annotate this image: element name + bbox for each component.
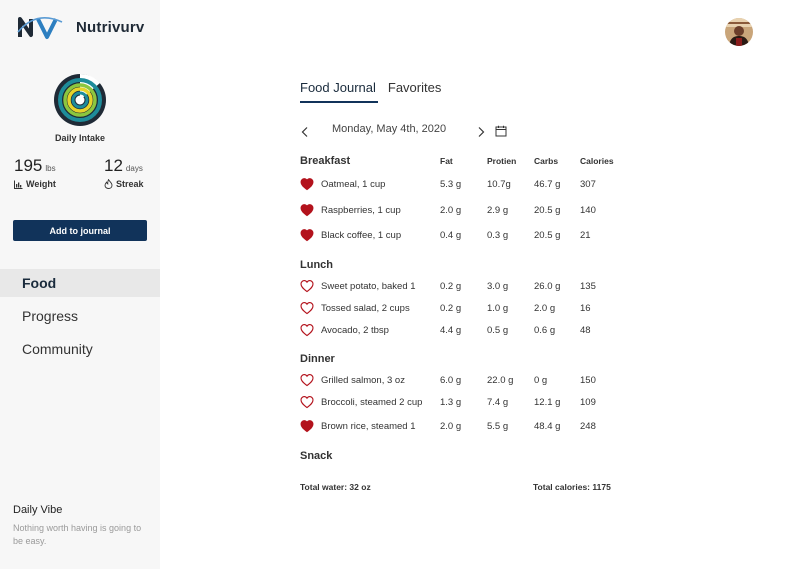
food-calories: 109 bbox=[580, 397, 596, 408]
column-header-carbs: Carbs bbox=[534, 156, 559, 166]
daily-intake-widget[interactable] bbox=[0, 72, 160, 143]
weight-unit: lbs bbox=[45, 164, 56, 173]
journal-tabs bbox=[300, 80, 451, 103]
logo[interactable] bbox=[16, 14, 144, 40]
weight-stat bbox=[14, 156, 56, 189]
heart-filled-icon bbox=[300, 228, 314, 242]
food-name: Oatmeal, 1 cup bbox=[321, 179, 386, 190]
food-fat: 4.4 g bbox=[440, 325, 462, 336]
heart-outline-icon bbox=[300, 279, 314, 293]
food-carbs: 12.1 g bbox=[534, 397, 561, 408]
heart-outline-icon bbox=[300, 395, 314, 409]
user-avatar-icon bbox=[725, 18, 753, 46]
chevron-left-icon bbox=[300, 126, 310, 138]
streak-value: 12 bbox=[104, 156, 123, 175]
food-name: Avocado, 2 tbsp bbox=[321, 325, 389, 336]
weight-value: 195 bbox=[14, 156, 43, 175]
food-carbs: 0.6 g bbox=[534, 325, 556, 336]
favorite-toggle[interactable] bbox=[300, 373, 314, 390]
previous-day-button[interactable] bbox=[300, 125, 310, 143]
favorite-toggle[interactable] bbox=[300, 279, 314, 296]
food-carbs: 46.7 g bbox=[534, 179, 561, 190]
streak-unit: days bbox=[125, 164, 143, 173]
food-row[interactable] bbox=[300, 177, 640, 193]
food-calories: 135 bbox=[580, 281, 596, 292]
avatar[interactable] bbox=[725, 18, 753, 46]
food-protein: 2.9 g bbox=[487, 205, 509, 216]
favorite-toggle[interactable] bbox=[300, 228, 314, 245]
food-row[interactable] bbox=[300, 203, 640, 219]
food-fat: 0.4 g bbox=[440, 230, 462, 241]
meal-title-breakfast: Breakfast bbox=[300, 155, 351, 167]
meal-title-lunch: Lunch bbox=[300, 259, 333, 271]
calendar-button[interactable] bbox=[495, 124, 507, 142]
streak-label: Streak bbox=[116, 179, 144, 189]
food-name: Black coffee, 1 cup bbox=[321, 230, 402, 241]
nutrivurv-logo-icon bbox=[16, 14, 70, 40]
flame-icon bbox=[104, 179, 113, 189]
food-row[interactable] bbox=[300, 301, 640, 317]
food-calories: 21 bbox=[580, 230, 591, 241]
heart-outline-icon bbox=[300, 373, 314, 387]
food-fat: 0.2 g bbox=[440, 281, 462, 292]
app-name: Nutrivurv bbox=[76, 18, 145, 36]
tab-favorites[interactable]: Favorites bbox=[387, 80, 442, 95]
add-to-journal-button[interactable]: Add to journal bbox=[13, 220, 147, 241]
food-row[interactable] bbox=[300, 279, 640, 295]
calendar-icon bbox=[495, 125, 507, 137]
food-calories: 150 bbox=[580, 375, 596, 386]
favorite-toggle[interactable] bbox=[300, 177, 314, 194]
sidebar-item-progress[interactable]: Progress bbox=[22, 308, 79, 324]
heart-outline-icon bbox=[300, 301, 314, 315]
food-fat: 2.0 g bbox=[440, 421, 462, 432]
food-row[interactable] bbox=[300, 323, 640, 339]
food-row[interactable] bbox=[300, 395, 640, 411]
food-carbs: 20.5 g bbox=[534, 230, 561, 241]
column-header-fat: Fat bbox=[440, 156, 453, 166]
heart-outline-icon bbox=[300, 323, 314, 337]
food-name: Raspberries, 1 cup bbox=[321, 205, 401, 216]
sidebar-nav bbox=[0, 269, 160, 368]
heart-filled-icon bbox=[300, 203, 314, 217]
food-name: Broccoli, steamed 2 cup bbox=[321, 397, 423, 408]
food-name: Tossed salad, 2 cups bbox=[321, 303, 410, 314]
food-calories: 307 bbox=[580, 179, 596, 190]
tab-food-journal[interactable]: Food Journal bbox=[300, 80, 378, 103]
streak-stat bbox=[104, 156, 144, 189]
food-fat: 1.3 g bbox=[440, 397, 462, 408]
food-protein: 22.0 g bbox=[487, 375, 514, 386]
favorite-toggle[interactable] bbox=[300, 419, 314, 436]
food-protein: 5.5 g bbox=[487, 421, 509, 432]
food-protein: 10.7g bbox=[487, 179, 511, 190]
food-calories: 248 bbox=[580, 421, 596, 432]
daily-vibe-text: Nothing worth having is going to be easy. bbox=[13, 523, 142, 546]
daily-intake-ring-icon bbox=[52, 72, 108, 128]
bar-chart-icon bbox=[14, 180, 23, 189]
favorite-toggle[interactable] bbox=[300, 301, 314, 318]
heart-filled-icon bbox=[300, 419, 314, 433]
next-day-button[interactable] bbox=[476, 125, 486, 143]
heart-filled-icon bbox=[300, 177, 314, 191]
sidebar-item-community[interactable]: Community bbox=[22, 341, 93, 357]
food-carbs: 48.4 g bbox=[534, 421, 561, 432]
food-row[interactable] bbox=[300, 373, 640, 389]
column-header-protein: Protien bbox=[487, 156, 517, 166]
meal-title-dinner: Dinner bbox=[300, 353, 335, 365]
food-protein: 0.5 g bbox=[487, 325, 509, 336]
food-protein: 1.0 g bbox=[487, 303, 509, 314]
food-carbs: 20.5 g bbox=[534, 205, 561, 216]
food-name: Brown rice, steamed 1 bbox=[321, 421, 416, 432]
food-fat: 0.2 g bbox=[440, 303, 462, 314]
date-selector bbox=[300, 123, 530, 139]
food-fat: 5.3 g bbox=[440, 179, 462, 190]
food-row[interactable] bbox=[300, 228, 640, 244]
favorite-toggle[interactable] bbox=[300, 203, 314, 220]
food-fat: 6.0 g bbox=[440, 375, 462, 386]
current-date: Monday, May 4th, 2020 bbox=[332, 123, 447, 135]
column-header-calories: Calories bbox=[580, 156, 614, 166]
food-name: Sweet potato, baked 1 bbox=[321, 281, 416, 292]
daily-vibe-title: Daily Vibe bbox=[13, 504, 63, 516]
food-protein: 7.4 g bbox=[487, 397, 509, 408]
food-fat: 2.0 g bbox=[440, 205, 462, 216]
chevron-right-icon bbox=[476, 126, 486, 138]
meal-title-snack: Snack bbox=[300, 450, 333, 462]
total-calories: Total calories: 1175 bbox=[533, 482, 611, 492]
food-carbs: 0 g bbox=[534, 375, 548, 386]
food-protein: 3.0 g bbox=[487, 281, 509, 292]
favorite-toggle[interactable] bbox=[300, 323, 314, 340]
food-calories: 48 bbox=[580, 325, 591, 336]
weight-label: Weight bbox=[26, 179, 56, 189]
favorite-toggle[interactable] bbox=[300, 395, 314, 412]
daily-vibe bbox=[13, 504, 153, 548]
sidebar-item-food[interactable]: Food bbox=[0, 269, 160, 297]
food-protein: 0.3 g bbox=[487, 230, 509, 241]
food-row[interactable] bbox=[300, 419, 640, 435]
daily-intake-label: Daily Intake bbox=[54, 133, 106, 143]
sidebar bbox=[0, 0, 160, 569]
total-water: Total water: 32 oz bbox=[300, 482, 371, 492]
food-calories: 140 bbox=[580, 205, 596, 216]
food-carbs: 2.0 g bbox=[534, 303, 556, 314]
food-carbs: 26.0 g bbox=[534, 281, 561, 292]
food-calories: 16 bbox=[580, 303, 591, 314]
food-name: Grilled salmon, 3 oz bbox=[321, 375, 405, 386]
